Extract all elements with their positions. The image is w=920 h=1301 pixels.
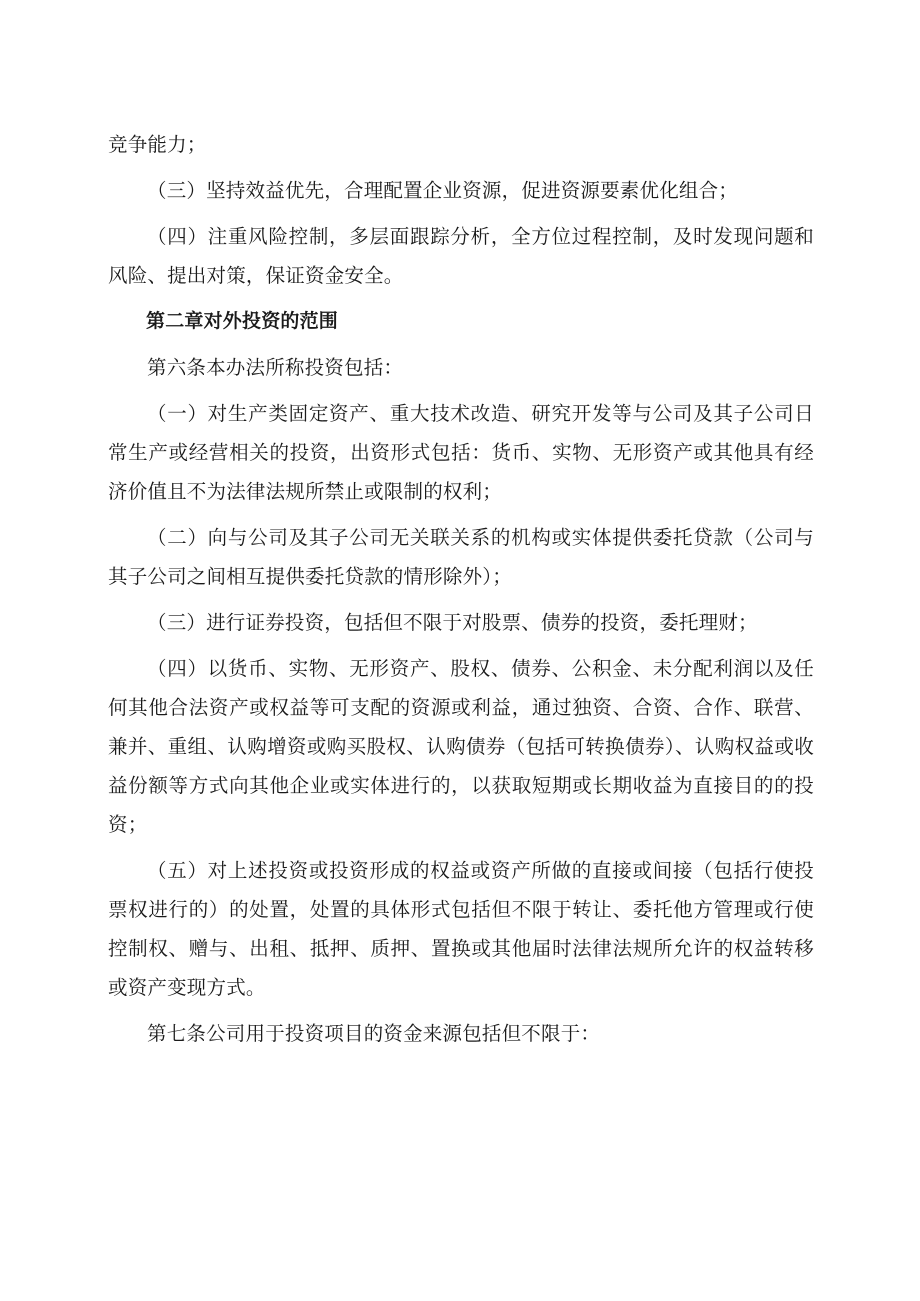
document-body (108, 125, 814, 1060)
article-6-item-1: （一）对生产类固定资产、重大技术改造、研究开发等与公司及其子公司日常生产或经营相关的投资，出资形式包括：货币、实物、无形资产或其他具有经济价值且不为法律法规所禁止或限制的权利； (108, 402, 814, 503)
article-6-item-2: （二）向与公司及其子公司无关联关系的机构或实体提供委托贷款（公司与其子公司之间相互提供委托贷款的情形除外）； (108, 526, 814, 588)
paragraph-3: （四）注重风险控制，多层面跟踪分析，全方位过程控制，及时发现问题和风险、提出对策，保证资金安全。 (108, 225, 814, 287)
chapter-heading: 第二章对外投资的范围 (146, 310, 339, 332)
article-6-item-4: （四）以货币、实物、无形资产、股权、债券、公积金、未分配利润以及任何其他合法资产或权益等可支配的资源或利益，通过独资、合资、合作、联营、兼并、重组、认购增资或购买股权、认购债券（包括可转换债券）、认购权益或收益份额等方式向其他企业或实体进行的，以获取短期或长期收益为直接目的的投资； (108, 657, 814, 836)
article-7-title: 第七条公司用于投资项目的资金来源包括但不限于： (147, 1022, 601, 1045)
article-6-item-3: （三）进行证券投资，包括但不限于对股票、债券的投资，委托理财； (147, 611, 758, 634)
article-6-title: 第六条本办法所称投资包括： (147, 356, 404, 379)
paragraph-1: 竞争能力； (108, 133, 207, 156)
paragraph-2: （三）坚持效益优先，合理配置企业资源，促进资源要素优化组合； (147, 179, 739, 202)
article-6-item-5: （五）对上述投资或投资形成的权益或资产所做的直接或间接（包括行使投票权进行的）的处置，处置的具体形式包括但不限于转让、委托他方管理或行使控制权、赠与、出租、抵押、质押、置换或其他届时法律法规所允许的权益转移或资产变现方式。 (108, 859, 814, 999)
